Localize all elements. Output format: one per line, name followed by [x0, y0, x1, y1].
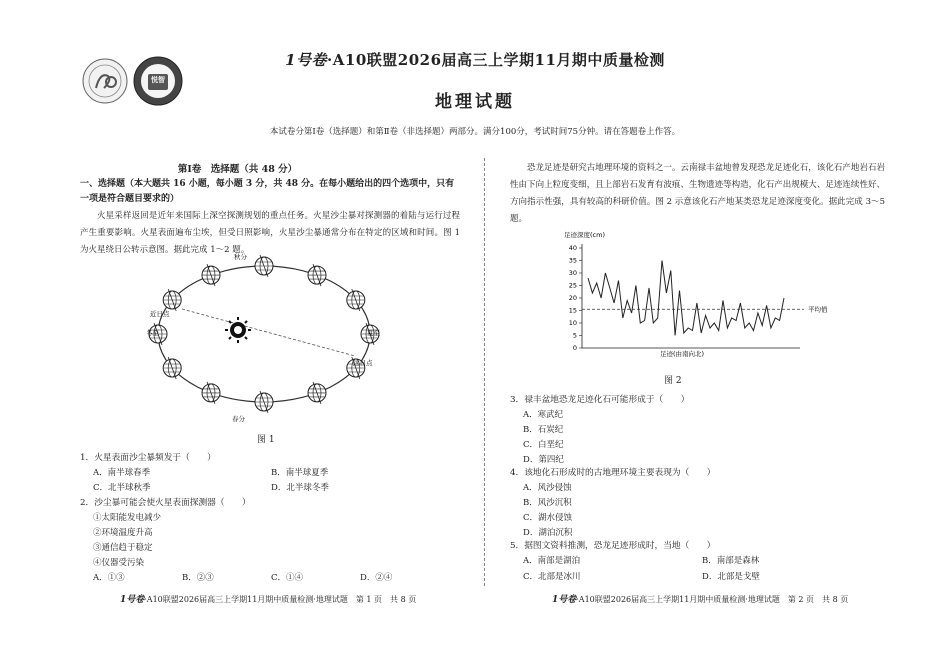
y-tick-label: 15 [568, 306, 577, 315]
question-4-stem: 4．该地化石形成时的古地理环境主要表现为（ ） [510, 468, 716, 478]
question-5-option-b[interactable]: B．南部是森林 [702, 556, 760, 566]
subject-title: 地理试题 [435, 92, 515, 112]
exam-title [0, 49, 950, 70]
question-2-option-d[interactable]: D．②④ [360, 573, 393, 583]
question-2-item-1: ①太阳能发电减少 [93, 513, 162, 523]
label-spring: 春分 [232, 415, 245, 423]
figure-2-footprint-chart [560, 228, 860, 378]
y-tick-label: 10 [568, 319, 577, 328]
section-title: 第Ⅰ卷 选择题（共 48 分） [177, 164, 298, 175]
mars-globe-icon [202, 264, 220, 286]
y-tick-label: 20 [568, 294, 577, 303]
footer-brand: 1号卷 [552, 595, 577, 605]
mars-globe-icon [308, 382, 326, 404]
question-1-option-d[interactable]: D．北半球冬季 [271, 483, 329, 493]
publisher-logo-text: 悦智 [151, 75, 165, 84]
label-summer-solstice: 夏至 [367, 329, 380, 337]
question-3-option-b[interactable]: B．石炭纪 [523, 425, 564, 435]
question-1-option-a[interactable]: A．南半球春季 [93, 468, 151, 478]
question-2-option-a[interactable]: A．①③ [93, 573, 125, 583]
y-tick-label: 5 [572, 331, 577, 340]
mars-globe-icon [308, 264, 326, 286]
mars-globe-icon [255, 391, 273, 413]
figure-2-caption: 图 2 [664, 376, 682, 386]
chart-mean-label: 平均值 [808, 305, 828, 314]
question-2-item-4: ④仪器受污染 [93, 558, 145, 568]
question-2-option-b[interactable]: B．②③ [182, 573, 214, 583]
mars-globe-icon [255, 255, 273, 277]
chart-ylabel: 足迹深度(cm) [564, 231, 605, 239]
y-tick-label: 35 [568, 256, 577, 265]
question-3-option-c[interactable]: C．白垩纪 [523, 440, 564, 450]
column-divider [484, 158, 485, 586]
exam-instructions: 本试卷分第Ⅰ卷（选择题）和第Ⅱ卷（非选择题）两部分。满分100分，考试时间75分钟。请在答题卷上作答。 [269, 127, 681, 137]
mars-globe-icon [202, 382, 220, 404]
mars-positions [149, 255, 379, 413]
chart-axes [582, 244, 800, 348]
exam-title-text: ·A10联盟2026届高三上学期11月期中质量检测 [327, 51, 665, 69]
chart-xlabel: 足迹(由南向北) [660, 350, 705, 358]
label-winter-solstice: 冬至 [146, 329, 159, 337]
y-tick-label: 40 [568, 244, 577, 253]
question-4-option-c[interactable]: C．湖水侵蚀 [523, 513, 573, 523]
label-autumn: 秋分 [234, 253, 247, 261]
question-2-option-c[interactable]: C．①④ [271, 573, 304, 583]
question-1-stem: 1．火星表面沙尘暴频发于（ ） [80, 453, 216, 463]
question-3-stem: 3．禄丰盆地恐龙足迹化石可能形成于（ ） [510, 395, 690, 405]
y-tick-label: 25 [568, 281, 577, 290]
page-1-footer [120, 592, 416, 605]
passage-mars: 火星采样返回是近年来国际上深空探测规划的重点任务。火星沙尘暴对探测器的着陆与运行过程产生重要影响。火星表面遍布尘埃，但受日照影响，火星沙尘暴通常分布在特定的区域和时间。图 1 为火星绕日公转示意图。据此完成 1～2 题。 [80, 211, 460, 255]
chart-ticks [569, 244, 582, 352]
question-3-option-a[interactable]: A．寒武纪 [523, 410, 564, 420]
question-2-item-3: ③通信趋于稳定 [93, 543, 153, 553]
question-5-option-d[interactable]: D．北部是戈壁 [702, 572, 760, 582]
sun-icon [225, 317, 251, 343]
question-1-option-c[interactable]: C．北半球秋季 [93, 483, 151, 493]
question-1-option-b[interactable]: B．南半球夏季 [271, 468, 329, 478]
question-5-stem: 5．据图文资料推测，恐龙足迹形成时，当地（ ） [510, 541, 716, 551]
question-5-option-c[interactable]: C．北部是冰川 [523, 572, 581, 582]
chart-series-line [588, 261, 784, 336]
page-2-footer [552, 592, 848, 605]
passage-dinosaur: 恐龙足迹是研究古地理环境的资料之一。云南禄丰盆地曾发现恐龙足迹化石，该化石产地岩石岩性由下向上粒度变细，且上部岩石发育有波痕、生物遗迹等构造，化石产出规模大、足迹连续性好、方向指示性强，具有较高的科研价值。图 2 示意该化石产地某类恐龙足迹深度变化。据此完成 3～5 题。 [510, 163, 885, 224]
question-4-option-b[interactable]: B．风沙沉积 [523, 498, 572, 508]
label-perihelion: 近日点 [150, 310, 170, 318]
footer-text: ·A10联盟2026届高三上学期11月期中质量检测·地理试题 第 2 页 共 8 页 [576, 595, 849, 604]
part-instruction: 一、选择题（本大题共 16 小题，每小题 3 分，共 48 分。在每小题给出的四个选项中，只有一项是符合题目要求的） [80, 179, 455, 204]
y-tick-label: 0 [572, 344, 577, 353]
question-2-stem: 2．沙尘暴可能会使火星表面探测器（ ） [80, 498, 251, 508]
brand-mark: 1号卷 [285, 51, 328, 69]
figure-1-orbit-diagram [140, 246, 385, 428]
figure-1-caption: 图 1 [257, 435, 275, 445]
footer-text: ·A10联盟2026届高三上学期11月期中质量检测·地理试题 第 1 页 共 8 页 [144, 595, 417, 604]
label-aphelion: 远日点 [353, 359, 373, 367]
footer-brand: 1号卷 [120, 595, 145, 605]
y-tick-label: 30 [568, 269, 577, 278]
question-2-item-2: ②环境温度升高 [93, 528, 153, 538]
question-4-option-d[interactable]: D．湖泊沉积 [523, 528, 573, 538]
question-5-option-a[interactable]: A．南部是湖泊 [523, 556, 581, 566]
question-4-option-a[interactable]: A．风沙侵蚀 [523, 483, 572, 493]
question-3-option-d[interactable]: D．第四纪 [523, 455, 564, 465]
